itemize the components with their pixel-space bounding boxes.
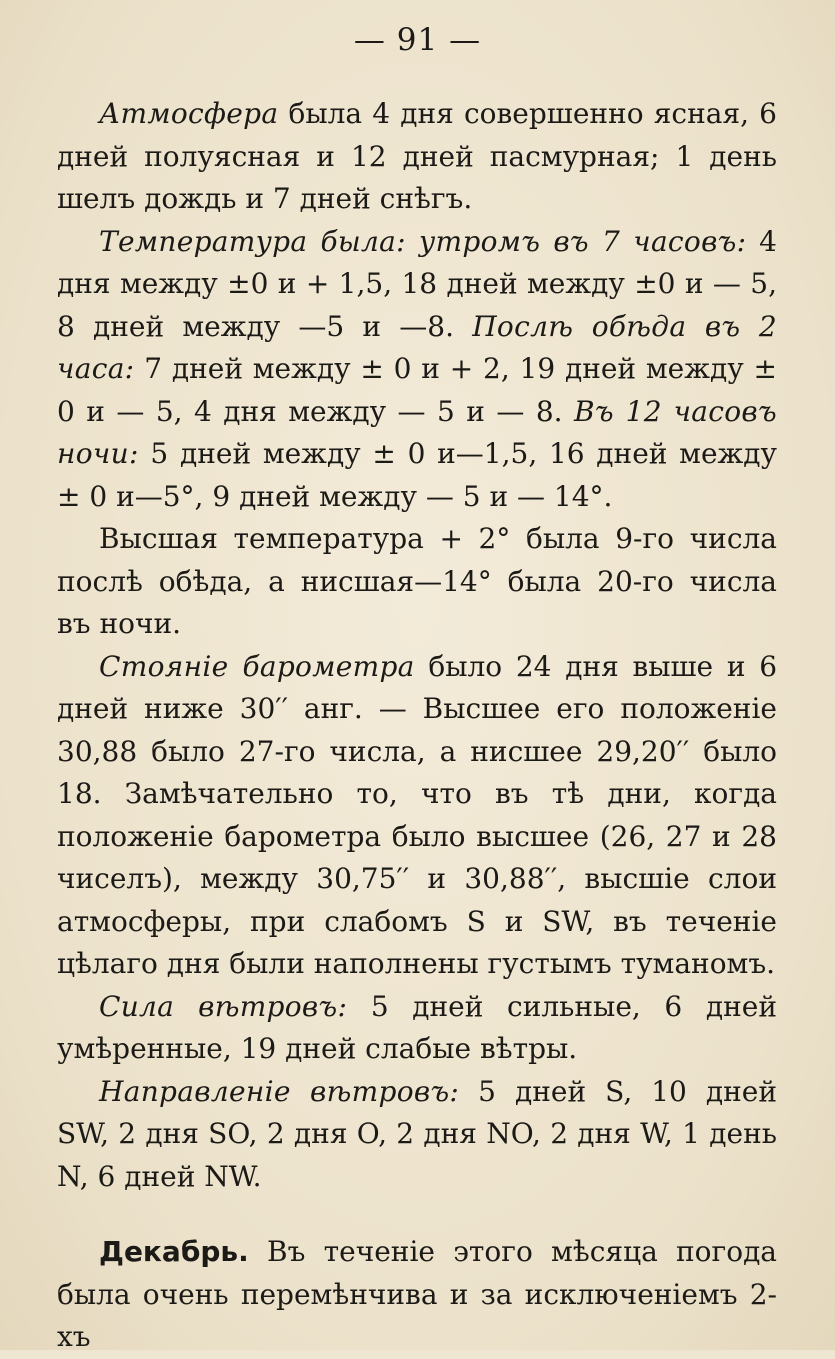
paragraph-text-temperature-night: 5 дней между ± 0 и—1,5, 16 дней между ± 0 и—5°, 9 дней между — 5 и — 14°.	[57, 437, 777, 513]
paragraph-text-wind-direction: 5 дней S, 10 дней SW, 2 дня SO, 2 дня O, 2 дня NO, 2 дня W, 1 день N, 6 дней NW.	[57, 1074, 777, 1193]
paragraph-december	[57, 1231, 777, 1359]
paragraph-text-barometer: было 24 дня выше и 6 дней ниже 30′′ анг. — Высшее его положенiе 30,88 было 27-го числа, а нисшее 29,20′′ было 18. Замѣчательно то, что въ тѣ дни, когда положенiе барометра было высшее (26, 27 и 28 чиселъ), между 30,75′′ и 30,88′′, высшiе слои атмосферы, при слабомъ S и SW, въ теченiе цѣлаго дня были наполнены густымъ туманомъ.	[57, 649, 778, 980]
paragraph-text-extremes: Высшая температура + 2° была 9-го числа послѣ обѣда, а нисшая—14° была 20-го числа въ ночи.	[57, 522, 777, 640]
paragraph-temperature	[57, 221, 777, 519]
page-number: — 91 —	[353, 22, 482, 58]
paragraph-lead-wind-direction: Направленiе вѣтровъ:	[99, 1074, 460, 1108]
paragraph-lead-wind-strength: Сила вѣтровъ:	[99, 989, 348, 1023]
paragraph-text-temperature-morning: 4 дня между ±0 и + 1,5, 18 дней между ±0 и — 5, 8 дней между —5 и —8.	[57, 224, 778, 343]
paragraph-text-december: Въ теченiе этого мѣсяца погода была очень перемѣнчива и за исключенiемъ 2-хъ	[57, 1235, 777, 1353]
paragraph-text-atmosphere: была 4 дня совершенно ясная, 6 дней полуясная и 12 дней пасмурная; 1 день шелъ дождь и 7 дней снѣгъ.	[57, 97, 777, 215]
paragraph-text-wind-strength: 5 дней сильные, 6 дней умѣренные, 19 дней слабые вѣтры.	[57, 989, 777, 1065]
paragraph-lead-temperature-night: Въ 12 часовъ ночи:	[57, 394, 777, 470]
paragraph-extremes	[57, 518, 777, 646]
month-heading-december: Декабрь.	[99, 1235, 249, 1268]
paragraph-lead-barometer: Стоянiе барометра	[99, 649, 415, 683]
paragraph-barometer	[57, 646, 777, 986]
paragraph-atmosphere	[57, 93, 777, 221]
paragraph-wind-strength	[57, 986, 777, 1071]
paragraph-lead-temperature-afternoon: Послѣ обѣда въ 2 часа:	[57, 309, 777, 385]
paragraph-text-temperature-afternoon: 7 дней между ± 0 и + 2, 19 дней между ± 0 и — 5, 4 дня между — 5 и — 8.	[57, 352, 777, 428]
page-body	[57, 93, 777, 1359]
paragraph-wind-direction	[57, 1071, 777, 1199]
paragraph-lead-atmosphere: Атмосфера	[99, 97, 279, 130]
paragraph-lead-temperature: Температура была: утромъ въ 7 часовъ:	[99, 224, 747, 258]
